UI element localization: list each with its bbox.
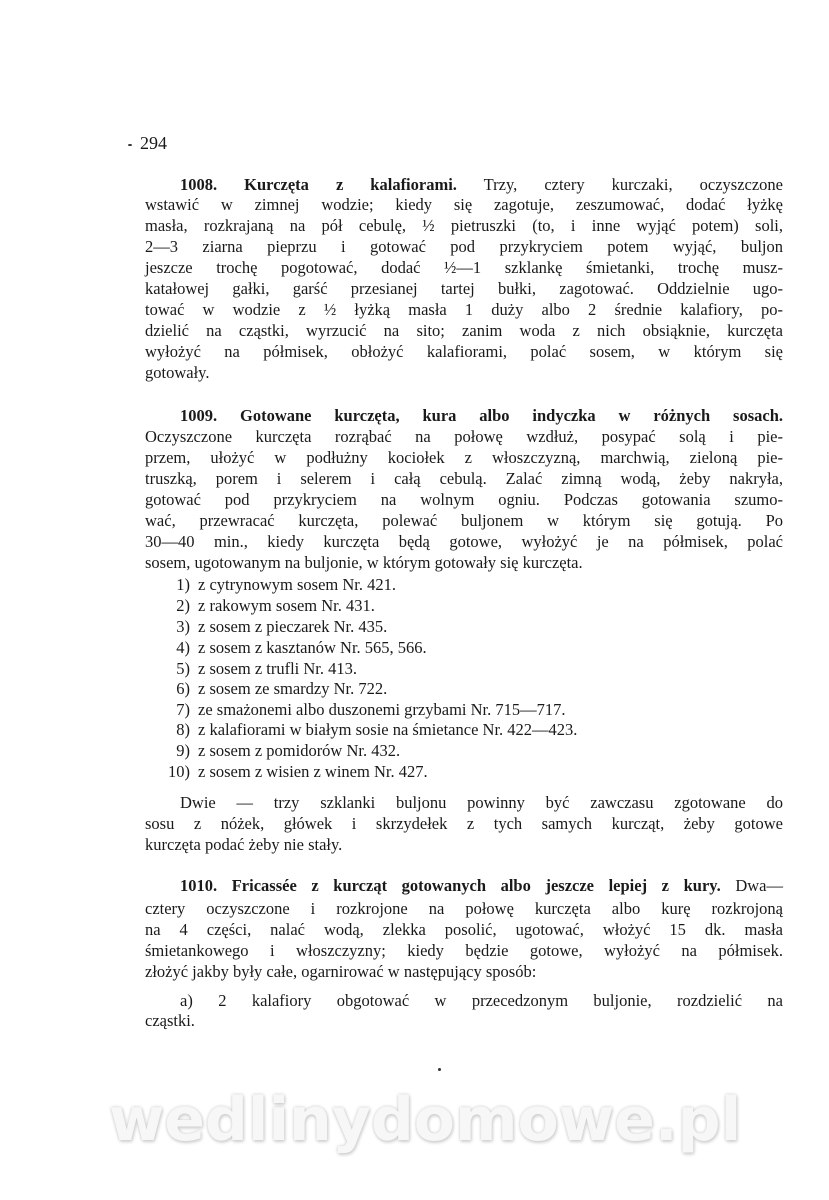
sauce-list-item (160, 575, 396, 595)
recipe-1010-title: 1010. Fricassée z kurcząt gotowanych albo jeszcze lepiej z kury. (180, 876, 721, 895)
text-line: jeszcze trochę pogotować, dodać ½—1 szklankę śmietanki, trochę musz- (145, 258, 783, 277)
list-number: 10) (168, 762, 190, 781)
text-line: sosu z nóżek, główek i skrzydełek z tych samych kurcząt, żeby gotowe (145, 814, 783, 833)
list-text: z sosem z trufli Nr. 413. (198, 659, 358, 678)
list-number: 6) (176, 679, 190, 698)
list-text: z sosem z pomidorów Nr. 432. (198, 741, 401, 760)
text-line: tować w wodzie z ½ łyżką masła 1 duży albo 2 średnie kalafiory, po- (145, 300, 783, 319)
text-line: na 4 części, nalać wodą, zlekka posolić, ugotować, włożyć 15 dk. masła (145, 920, 783, 939)
page-number: 294 (140, 133, 167, 153)
text-line: truszką, porem i selerem i całą cebulą. Zalać zimną wodą, żeby nakryła, (145, 469, 783, 488)
text-line: śmietankowego i włoszczyzny; kiedy będzie gotowe, wyłożyć na półmisek. (145, 941, 783, 960)
text-line: 2—3 ziarna pieprzu i gotować pod przykryciem potem wyjąć, buljon (145, 237, 783, 256)
text-line: gotować pod przykryciem na wolnym ogniu. Podczas gotowania szumo- (145, 490, 783, 509)
sauce-list-item (160, 617, 387, 637)
sauce-list-item (160, 638, 427, 658)
text-line: sosem, ugotowanym na buljonie, w którym gotowały się kurczęta. (145, 553, 583, 572)
text-line: złożyć jakby były całe, ogarnirować w następujący sposób: (145, 962, 537, 981)
list-text: z kalafiorami w białym sosie na śmietance Nr. 422—423. (198, 720, 578, 739)
sauce-list-item (160, 720, 577, 740)
text-line: dzielić na cząstki, wyrzucić na sito; zanim woda z nich obsiąknie, kurczęta (145, 321, 783, 340)
text-line: cztery oczyszczone i rozkrojone na połowę kurczęta albo kurę rozkrojoną (145, 899, 783, 918)
text-line: kurczęta podać żeby nie stały. (145, 835, 343, 854)
text-line: Oczyszczone kurczęta rozrąbać na połowę wzdłuż, posypać solą i pie- (145, 427, 783, 446)
text-line: przem, ułożyć w podłużny kociołek z włoszczyzną, marchwią, zieloną pie- (145, 448, 783, 467)
text-line: Trzy, cztery kurczaki, oczyszczone (456, 175, 783, 194)
text-line: wstawić w zimnej wodzie; kiedy się zagotuje, zeszumować, dodać łyżkę (145, 195, 783, 214)
list-text: z sosem z wisien z winem Nr. 427. (198, 762, 428, 781)
list-number: 7) (176, 700, 190, 719)
text-line: gotowały. (145, 363, 210, 382)
sauce-list-item (160, 741, 400, 761)
list-number: 4) (176, 638, 190, 657)
text-line: katałowej gałki, garść przesianej tartej bułki, zagotować. Oddzielnie ugo- (145, 279, 783, 298)
text-line: Dwa— (720, 876, 784, 895)
list-number: 3) (176, 617, 190, 636)
recipe-1008-heading-line (180, 175, 783, 195)
speck (128, 144, 132, 146)
list-text: z sosem z kasztanów Nr. 565, 566. (198, 638, 427, 657)
sauce-list-item (160, 700, 566, 720)
recipe-1010-heading-line (180, 876, 783, 896)
list-number: 1) (176, 575, 190, 594)
list-text: ze smażonemi albo duszonemi grzybami Nr. 715—717. (198, 700, 566, 719)
list-number: 2) (176, 596, 190, 615)
sauce-list-item (160, 596, 375, 616)
speck (438, 1068, 441, 1071)
text-line: cząstki. (145, 1011, 195, 1030)
text-line: wyłożyć na półmisek, obłożyć kalafiorami, polać sosem, w którym się (145, 342, 783, 361)
list-text: z cytrynowym sosem Nr. 421. (198, 575, 396, 594)
text-line: masła, rozkrajaną na pół cebulę, ½ pietruszki (to, i inne wyjąć potem) soli, (145, 216, 783, 235)
list-text: z sosem ze smardzy Nr. 722. (198, 679, 388, 698)
list-number: 8) (176, 720, 190, 739)
sauce-list-item (160, 762, 428, 782)
text-line: a) 2 kalafiory obgotować w przecedzonym buljonie, rozdzielić na (180, 991, 783, 1010)
watermark: wedlinydomowe.pl (108, 1085, 742, 1155)
text-line: 30—40 min., kiedy kurczęta będą gotowe, wyłożyć je na półmisek, polać (145, 532, 783, 551)
text-line: Dwie — trzy szklanki buljonu powinny być zawczasu zgotowane do (180, 793, 783, 812)
sauce-list-item (160, 679, 387, 699)
sauce-list-item (160, 659, 357, 679)
recipe-1008-title: 1008. Kurczęta z kalafiorami. (180, 175, 457, 194)
list-text: z sosem z pieczarek Nr. 435. (198, 617, 388, 636)
list-text: z rakowym sosem Nr. 431. (198, 596, 375, 615)
text-line: wać, przewracać kurczęta, polewać buljonem w którym się gotują. Po (145, 511, 783, 530)
recipe-1009-title: 1009. Gotowane kurczęta, kura albo indyczka w różnych sosach. (180, 406, 783, 425)
list-number: 9) (176, 741, 190, 760)
list-number: 5) (176, 659, 190, 678)
